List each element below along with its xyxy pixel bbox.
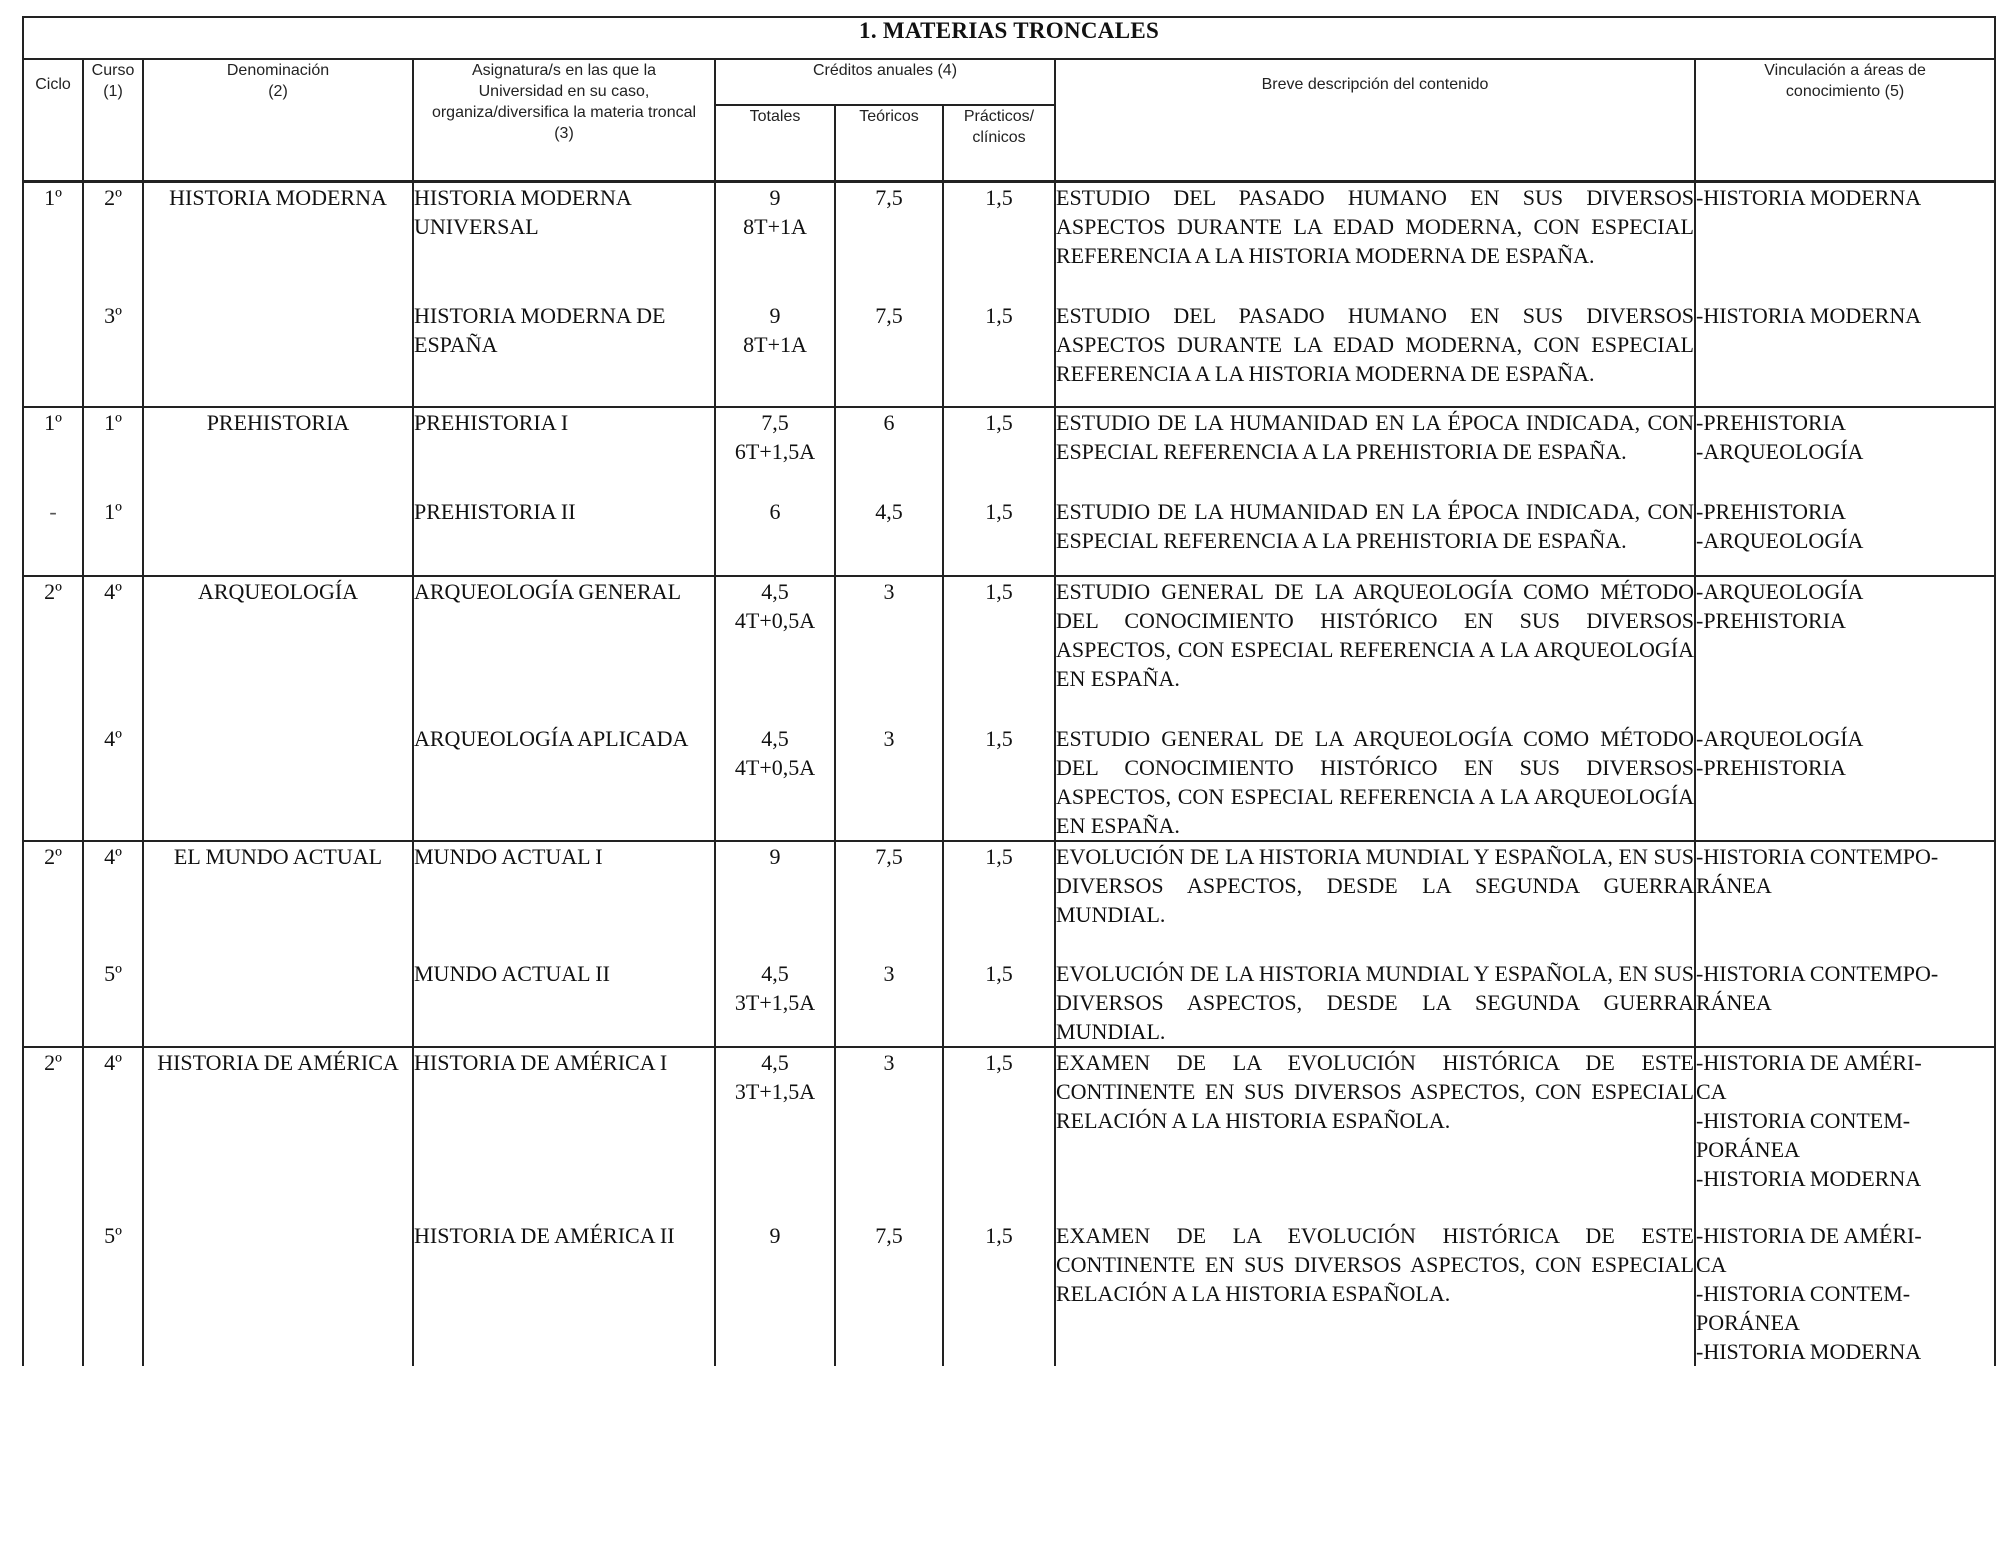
header-practicos: Prácticos/ clínicos [943,105,1055,182]
cell-descripcion: ESTUDIO DEL PASADO HUMANO EN SUS DIVERSOS ASPECTOS DURANTE LA EDAD MODERNA, CON ESPECIAL REFERENCIA A LA HISTORIA MODERNA DE ESPAÑA. [1055,270,1695,407]
cell-denominacion: ARQUEOLOGÍA [143,576,413,693]
cell-asignatura: HISTORIA DE AMÉRICA I [413,1047,715,1193]
cell-practicos: 1,5 [943,1047,1055,1193]
table-row [23,270,1995,407]
header-creditos: Créditos anuales (4) [715,59,1055,105]
cell-asignatura: HISTORIA MODERNA UNIVERSAL [413,182,715,271]
cell-vinculacion: -HISTORIA MODERNA [1695,270,1995,407]
cell-teoricos: 6 [835,407,943,466]
table-row [23,1047,1995,1193]
cell-teoricos: 7,5 [835,270,943,407]
cell-vinculacion: -HISTORIA MODERNA [1695,182,1995,271]
cell-asignatura: MUNDO ACTUAL I [413,841,715,929]
cell-descripcion: ESTUDIO DE LA HUMANIDAD EN LA ÉPOCA INDICADA, CON ESPECIAL REFERENCIA A LA PREHISTORIA DE ESPAÑA. [1055,466,1695,576]
table-row [23,929,1995,1047]
cell-teoricos: 3 [835,929,943,1047]
cell-denominacion [143,466,413,576]
header-denominacion: Denominación (2) [143,59,413,182]
cell-descripcion: ESTUDIO DE LA HUMANIDAD EN LA ÉPOCA INDICADA, CON ESPECIAL REFERENCIA A LA PREHISTORIA DE ESPAÑA. [1055,407,1695,466]
cell-vinculacion: -HISTORIA CONTEMPO- RÁNEA [1695,841,1995,929]
table-row [23,576,1995,693]
cell-practicos: 1,5 [943,182,1055,271]
cell-practicos: 1,5 [943,1193,1055,1366]
cell-teoricos: 7,5 [835,1193,943,1366]
cell-curso: 1º [83,407,143,466]
cell-teoricos: 3 [835,693,943,841]
table-row [23,182,1995,271]
table-title: 1. MATERIAS TRONCALES [23,17,1995,59]
header-teoricos: Teóricos [835,105,943,182]
cell-vinculacion: -ARQUEOLOGÍA -PREHISTORIA [1695,693,1995,841]
cell-vinculacion: -HISTORIA DE AMÉRI- CA -HISTORIA CONTEM- PORÁNEA -HISTORIA MODERNA [1695,1047,1995,1193]
cell-totales: 9 [715,841,835,929]
cell-teoricos: 7,5 [835,182,943,271]
cell-descripcion: ESTUDIO GENERAL DE LA ARQUEOLOGÍA COMO MÉTODO DEL CONOCIMIENTO HISTÓRICO EN SUS DIVERSOS ASPECTOS, CON ESPECIAL REFERENCIA A LA ARQUEOLOGÍA EN ESPAÑA. [1055,576,1695,693]
cell-curso: 1º [83,466,143,576]
cell-asignatura: MUNDO ACTUAL II [413,929,715,1047]
cell-denominacion [143,270,413,407]
cell-descripcion: EVOLUCIÓN DE LA HISTORIA MUNDIAL Y ESPAÑOLA, EN SUS DIVERSOS ASPECTOS, DESDE LA SEGUNDA GUERRA MUNDIAL. [1055,841,1695,929]
table-row [23,407,1995,466]
cell-totales: 4,5 4T+0,5A [715,693,835,841]
materias-troncales-table [22,16,1996,1366]
cell-teoricos: 4,5 [835,466,943,576]
cell-asignatura: HISTORIA MODERNA DE ESPAÑA [413,270,715,407]
cell-practicos: 1,5 [943,576,1055,693]
cell-asignatura: PREHISTORIA I [413,407,715,466]
cell-vinculacion: -ARQUEOLOGÍA -PREHISTORIA [1695,576,1995,693]
cell-denominacion [143,1193,413,1366]
cell-asignatura: ARQUEOLOGÍA GENERAL [413,576,715,693]
cell-totales: 9 [715,1193,835,1366]
cell-ciclo: 1º [23,182,83,271]
cell-totales: 4,5 4T+0,5A [715,576,835,693]
cell-totales: 4,5 3T+1,5A [715,1047,835,1193]
cell-descripcion: EXAMEN DE LA EVOLUCIÓN HISTÓRICA DE ESTE CONTINENTE EN SUS DIVERSOS ASPECTOS, CON ESPECIAL RELACIÓN A LA HISTORIA ESPAÑOLA. [1055,1193,1695,1366]
cell-curso: 4º [83,576,143,693]
cell-totales: 6 [715,466,835,576]
cell-practicos: 1,5 [943,841,1055,929]
cell-ciclo: 1º [23,407,83,466]
cell-curso: 4º [83,841,143,929]
table-row [23,693,1995,841]
cell-descripcion: ESTUDIO DEL PASADO HUMANO EN SUS DIVERSOS ASPECTOS DURANTE LA EDAD MODERNA, CON ESPECIAL REFERENCIA A LA HISTORIA MODERNA DE ESPAÑA. [1055,182,1695,271]
cell-totales: 9 8T+1A [715,270,835,407]
document-sheet [22,16,1994,1536]
cell-curso: 5º [83,1193,143,1366]
cell-totales: 7,5 6T+1,5A [715,407,835,466]
cell-ciclo [23,1193,83,1366]
cell-curso: 5º [83,929,143,1047]
cell-denominacion: EL MUNDO ACTUAL [143,841,413,929]
cell-totales: 9 8T+1A [715,182,835,271]
cell-descripcion: EVOLUCIÓN DE LA HISTORIA MUNDIAL Y ESPAÑOLA, EN SUS DIVERSOS ASPECTOS, DESDE LA SEGUNDA GUERRA MUNDIAL. [1055,929,1695,1047]
cell-practicos: 1,5 [943,407,1055,466]
table-row [23,841,1995,929]
cell-vinculacion: -PREHISTORIA -ARQUEOLOGÍA [1695,407,1995,466]
header-totales: Totales [715,105,835,182]
cell-ciclo: 2º [23,576,83,693]
header-descripcion: Breve descripción del contenido [1055,59,1695,182]
cell-practicos: 1,5 [943,270,1055,407]
cell-vinculacion: -PREHISTORIA -ARQUEOLOGÍA [1695,466,1995,576]
cell-vinculacion: -HISTORIA CONTEMPO- RÁNEA [1695,929,1995,1047]
header-ciclo: Ciclo [23,59,83,182]
cell-ciclo [23,693,83,841]
cell-practicos: 1,5 [943,466,1055,576]
cell-curso: 3º [83,270,143,407]
cell-descripcion: EXAMEN DE LA EVOLUCIÓN HISTÓRICA DE ESTE CONTINENTE EN SUS DIVERSOS ASPECTOS, CON ESPECIAL RELACIÓN A LA HISTORIA ESPAÑOLA. [1055,1047,1695,1193]
cell-denominacion: HISTORIA DE AMÉRICA [143,1047,413,1193]
cell-ciclo: 2º [23,1047,83,1193]
cell-curso: 4º [83,693,143,841]
cell-denominacion [143,929,413,1047]
header-vinculacion: Vinculación a áreas de conocimiento (5) [1695,59,1995,182]
cell-curso: 2º [83,182,143,271]
cell-ciclo: - [23,466,83,576]
cell-asignatura: PREHISTORIA II [413,466,715,576]
cell-denominacion: PREHISTORIA [143,407,413,466]
cell-descripcion: ESTUDIO GENERAL DE LA ARQUEOLOGÍA COMO MÉTODO DEL CONOCIMIENTO HISTÓRICO EN SUS DIVERSOS ASPECTOS, CON ESPECIAL REFERENCIA A LA ARQUEOLOGÍA EN ESPAÑA. [1055,693,1695,841]
header-asignatura: Asignatura/s en las que la Universidad en su caso, organiza/diversifica la materia troncal (3) [413,59,715,182]
cell-practicos: 1,5 [943,693,1055,841]
cell-vinculacion: -HISTORIA DE AMÉRI- CA -HISTORIA CONTEM- PORÁNEA -HISTORIA MODERNA [1695,1193,1995,1366]
cell-practicos: 1,5 [943,929,1055,1047]
cell-curso: 4º [83,1047,143,1193]
cell-teoricos: 3 [835,576,943,693]
cell-totales: 4,5 3T+1,5A [715,929,835,1047]
cell-ciclo [23,270,83,407]
cell-teoricos: 7,5 [835,841,943,929]
cell-ciclo [23,929,83,1047]
table-row [23,466,1995,576]
cell-asignatura: HISTORIA DE AMÉRICA II [413,1193,715,1366]
cell-denominacion: HISTORIA MODERNA [143,182,413,271]
header-curso: Curso (1) [83,59,143,182]
cell-asignatura: ARQUEOLOGÍA APLICADA [413,693,715,841]
cell-teoricos: 3 [835,1047,943,1193]
cell-denominacion [143,693,413,841]
cell-ciclo: 2º [23,841,83,929]
table-row [23,1193,1995,1366]
